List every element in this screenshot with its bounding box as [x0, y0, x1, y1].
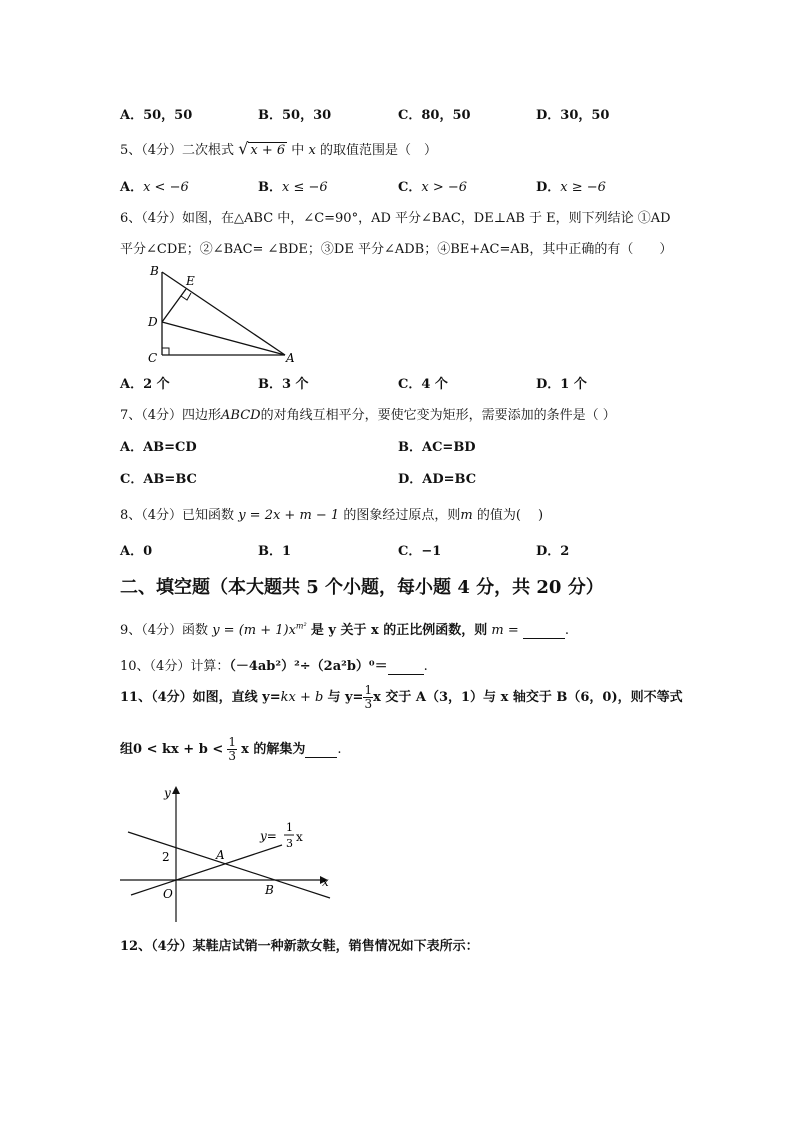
section-heading: 二、填空题（本大题共 5 个小题，每小题 4 分，共 20 分） — [120, 577, 604, 598]
q11-line-label: y= — [260, 829, 277, 843]
q11-line1: 11、（4分）如图，直线 y=kx + b 与 y= $\frac{1}{3}$ x 交于 A（3，1）与 x 轴交于 B（6，0)，则不等式 — [120, 683, 683, 711]
q7-option-c: C．AB=BC — [120, 472, 197, 487]
q12-question: 12、（4分）某鞋店试销一种新款女鞋，销售情况如下表所示： — [120, 939, 479, 954]
q4-option-c: C．80，50 — [398, 108, 471, 123]
q6-option-a: A．2 个 — [120, 377, 170, 392]
q11-fraction: $\frac{1}{3}$ — [364, 683, 373, 711]
q10-answer-blank[interactable] — [388, 659, 424, 675]
q6-line2: 平分∠CDE；②∠BAC= ∠BDE；③DE 平分∠ADB；④BE+AC=AB，其中正确的有（ ） — [120, 242, 673, 257]
q6-label-c: C — [148, 351, 158, 365]
q8-option-b: B．1 — [258, 544, 292, 559]
q5-var: x — [308, 143, 316, 158]
q4-option-a: A．50，50 — [120, 108, 193, 123]
q4-option-b: B．50，30 — [258, 108, 332, 123]
q5-question — [120, 139, 437, 158]
q11-answer-blank[interactable] — [305, 742, 337, 758]
q11-fraction-2: $\frac{1}{3}$ — [228, 735, 236, 763]
q5-option-d: D．x ≥ −6 — [536, 180, 606, 195]
q11-graph-figure — [115, 780, 335, 930]
q11-label-y: y — [164, 786, 171, 800]
q11-label-a: A — [216, 848, 225, 862]
q6-label-a: A — [286, 351, 295, 365]
q5-radical: √ x + 6 — [238, 139, 286, 158]
q11-line-frac-den: 3 — [286, 837, 293, 850]
q8-option-c: C．−1 — [398, 544, 442, 559]
q6-label-b: B — [150, 264, 159, 278]
q11-label-b: B — [265, 883, 274, 897]
q11-label-x: x — [322, 875, 329, 889]
q10-question: 10、（4分）计算：（－4ab²）²÷（2a²b）⁰＝ . — [120, 659, 428, 674]
q7-option-d: D．AD=BC — [398, 472, 477, 487]
q8-question: 8、（4分）已知函数 y = 2x + m − 1 的图象经过原点，则m 的值为( ) — [120, 508, 544, 523]
q6-triangle-figure — [140, 262, 340, 372]
q6-option-b: B．3 个 — [258, 377, 309, 392]
q8-option-a: A．0 — [120, 544, 153, 559]
q9-question: 9、（4分）函数 $y = (m + 1)x^{m^2}$ 是 y 关于 x 的正比例函数，则 m = . — [120, 621, 570, 638]
q6-label-e: E — [186, 274, 195, 288]
q11-line-x: x — [296, 830, 303, 844]
q7-question: 7、（4分）四边形ABCD的对角线互相平分，要使它变为矩形，需要添加的条件是（ ） — [120, 408, 616, 423]
q7-option-a: A．AB=CD — [120, 440, 197, 455]
q5-prefix: 5、（4分）二次根式 — [120, 143, 235, 158]
q5-suffix: 的取值范围是（ ） — [319, 143, 437, 158]
q11-label-2: 2 — [162, 850, 170, 864]
q6-line1: 6、（4分）如图，在△ABC 中，∠C=90°，AD 平分∠BAC，DE⊥AB 于 E，则下列结论 ①AD — [120, 211, 671, 226]
q5-radicand: x + 6 — [250, 143, 286, 158]
q6-option-c: C．4 个 — [398, 377, 448, 392]
q5-option-b: B．x ≤ −6 — [258, 180, 328, 195]
q5-option-a: A．x < −6 — [120, 180, 189, 195]
q8-option-d: D．2 — [536, 544, 570, 559]
q6-option-d: D．1 个 — [536, 377, 587, 392]
q7-option-b: B．AC=BD — [398, 440, 476, 455]
q11-line-frac-num: 1 — [286, 821, 293, 834]
q5-mid: 中 — [291, 143, 305, 158]
q11-line2: 组0 < kx + b < $\frac{1}{3}$ x 的解集为 . — [120, 735, 342, 763]
q9-answer-blank[interactable] — [523, 623, 565, 639]
q4-option-d: D．30，50 — [536, 108, 610, 123]
q11-label-o: O — [163, 887, 173, 901]
q6-label-d: D — [148, 315, 158, 329]
q5-option-c: C．x > −6 — [398, 180, 468, 195]
